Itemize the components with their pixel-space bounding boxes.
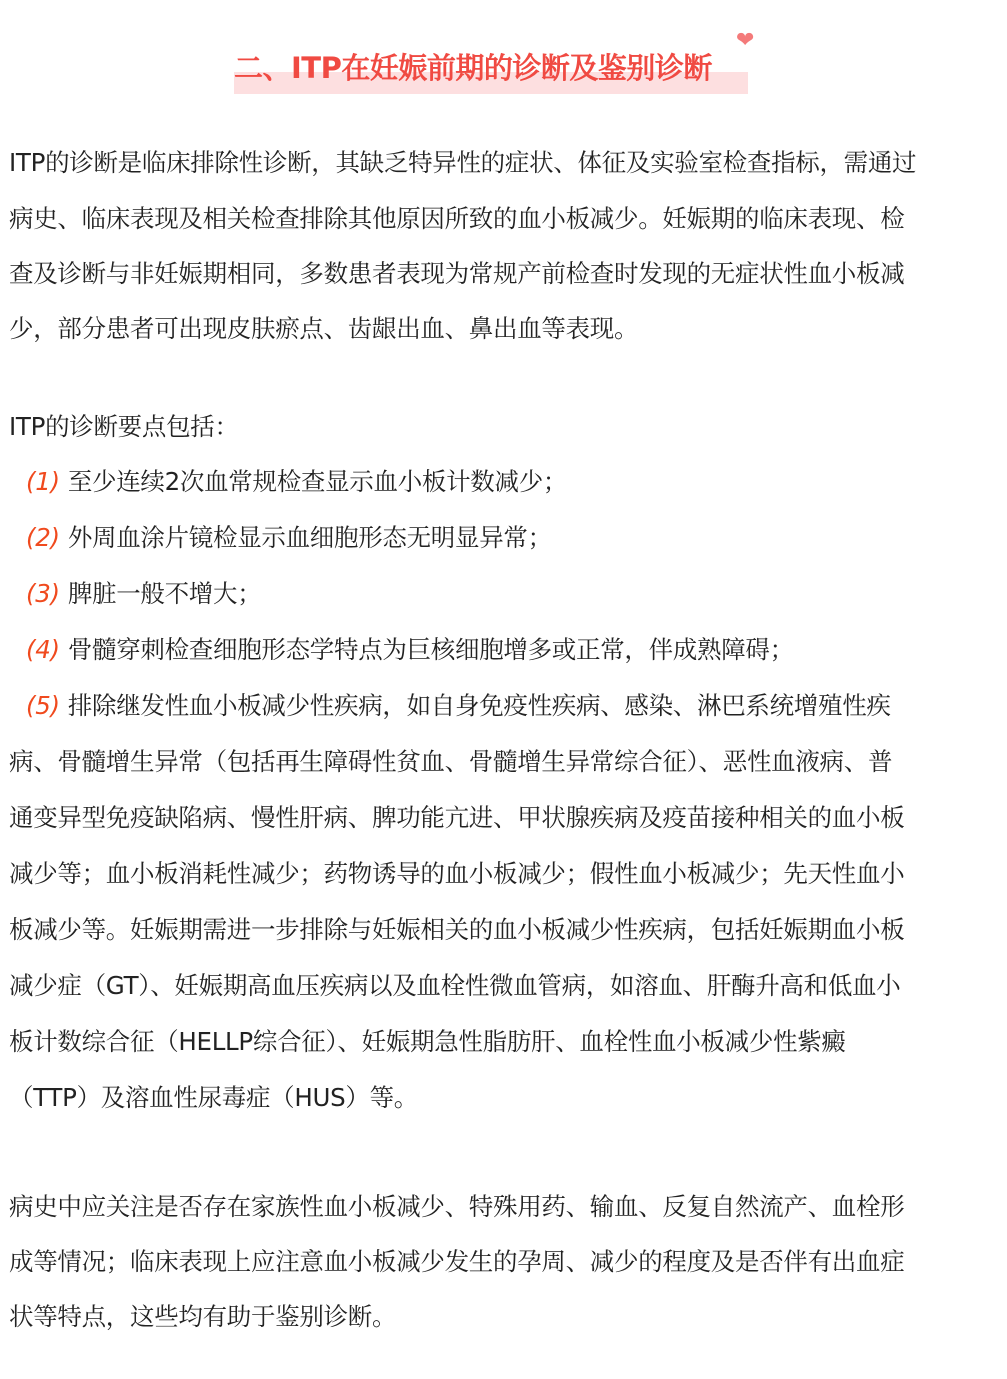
diagnosis-intro: ITP的诊断要点包括： [9, 412, 239, 441]
point5-line: 病、骨髓增生异常（包括再生障碍性贫血、骨髓增生异常综合征）、恶性血液病、普 [9, 747, 893, 776]
point-text: 脾脏一般不增大； [67, 579, 262, 608]
heading-title: 二、ITP在妊娠前期的诊断及鉴别诊断 [234, 51, 712, 85]
point-text: 排除继发性血小板减少性疾病，如自身免疫性疾病、感染、淋巴系统增殖性疾 [67, 691, 891, 720]
para1-line: ITP的诊断是临床排除性诊断，其缺乏特异性的症状、体征及实验室检查指标，需通过 [9, 148, 917, 177]
para1-line: 查及诊断与非妊娠期相同，多数患者表现为常规产前检查时发现的无症状性血小板减 [9, 259, 905, 288]
point-4 [26, 635, 794, 665]
point-1 [26, 467, 567, 497]
point-5 [26, 691, 891, 721]
point-3 [26, 579, 261, 609]
heart-icon: ❤ [736, 28, 755, 53]
point5-line: 减少等；血小板消耗性减少；药物诱导的血小板减少；假性血小板减少；先天性血小 [9, 859, 905, 888]
point5-line: 板计数综合征（HELLP综合征）、妊娠期急性脂肪肝、血栓性血小板减少性紫癜 [9, 1027, 846, 1056]
section-heading [234, 28, 755, 94]
point-2 [26, 523, 552, 553]
point-text: 至少连续2次血常规检查显示血小板计数减少； [67, 467, 568, 496]
point-number: (4) [26, 635, 60, 664]
point-number: (3) [26, 579, 60, 608]
para3-line: 病史中应关注是否存在家族性血小板减少、特殊用药、输血、反复自然流产、血栓形 [9, 1192, 905, 1221]
point-number: (5) [26, 691, 60, 720]
point-number: (2) [26, 523, 60, 552]
para1-line: 病史、临床表现及相关检查排除其他原因所致的血小板减少。妊娠期的临床表现、检 [9, 204, 905, 233]
para3-line: 状等特点，这些均有助于鉴别诊断。 [9, 1302, 397, 1331]
point5-line: 减少症（GT）、妊娠期高血压疾病以及血栓性微血管病，如溶血、肝酶升高和低血小 [9, 971, 901, 1000]
point5-line: 通变异型免疫缺陷病、慢性肝病、脾功能亢进、甲状腺疾病及疫苗接种相关的血小板 [9, 803, 905, 832]
point5-line: （TTP）及溶血性尿毒症（HUS）等。 [9, 1083, 418, 1112]
point-number: (1) [26, 467, 60, 496]
point5-line: 板减少等。妊娠期需进一步排除与妊娠相关的血小板减少性疾病，包括妊娠期血小板 [9, 915, 905, 944]
point-text: 外周血涂片镜检显示血细胞形态无明显异常； [67, 523, 552, 552]
para1-line: 少，部分患者可出现皮肤瘀点、齿龈出血、鼻出血等表现。 [9, 314, 639, 343]
point-text: 骨髓穿刺检查细胞形态学特点为巨核细胞增多或正常，伴成熟障碍； [67, 635, 794, 664]
para3-line: 成等情况；临床表现上应注意血小板减少发生的孕周、减少的程度及是否伴有出血症 [9, 1247, 905, 1276]
